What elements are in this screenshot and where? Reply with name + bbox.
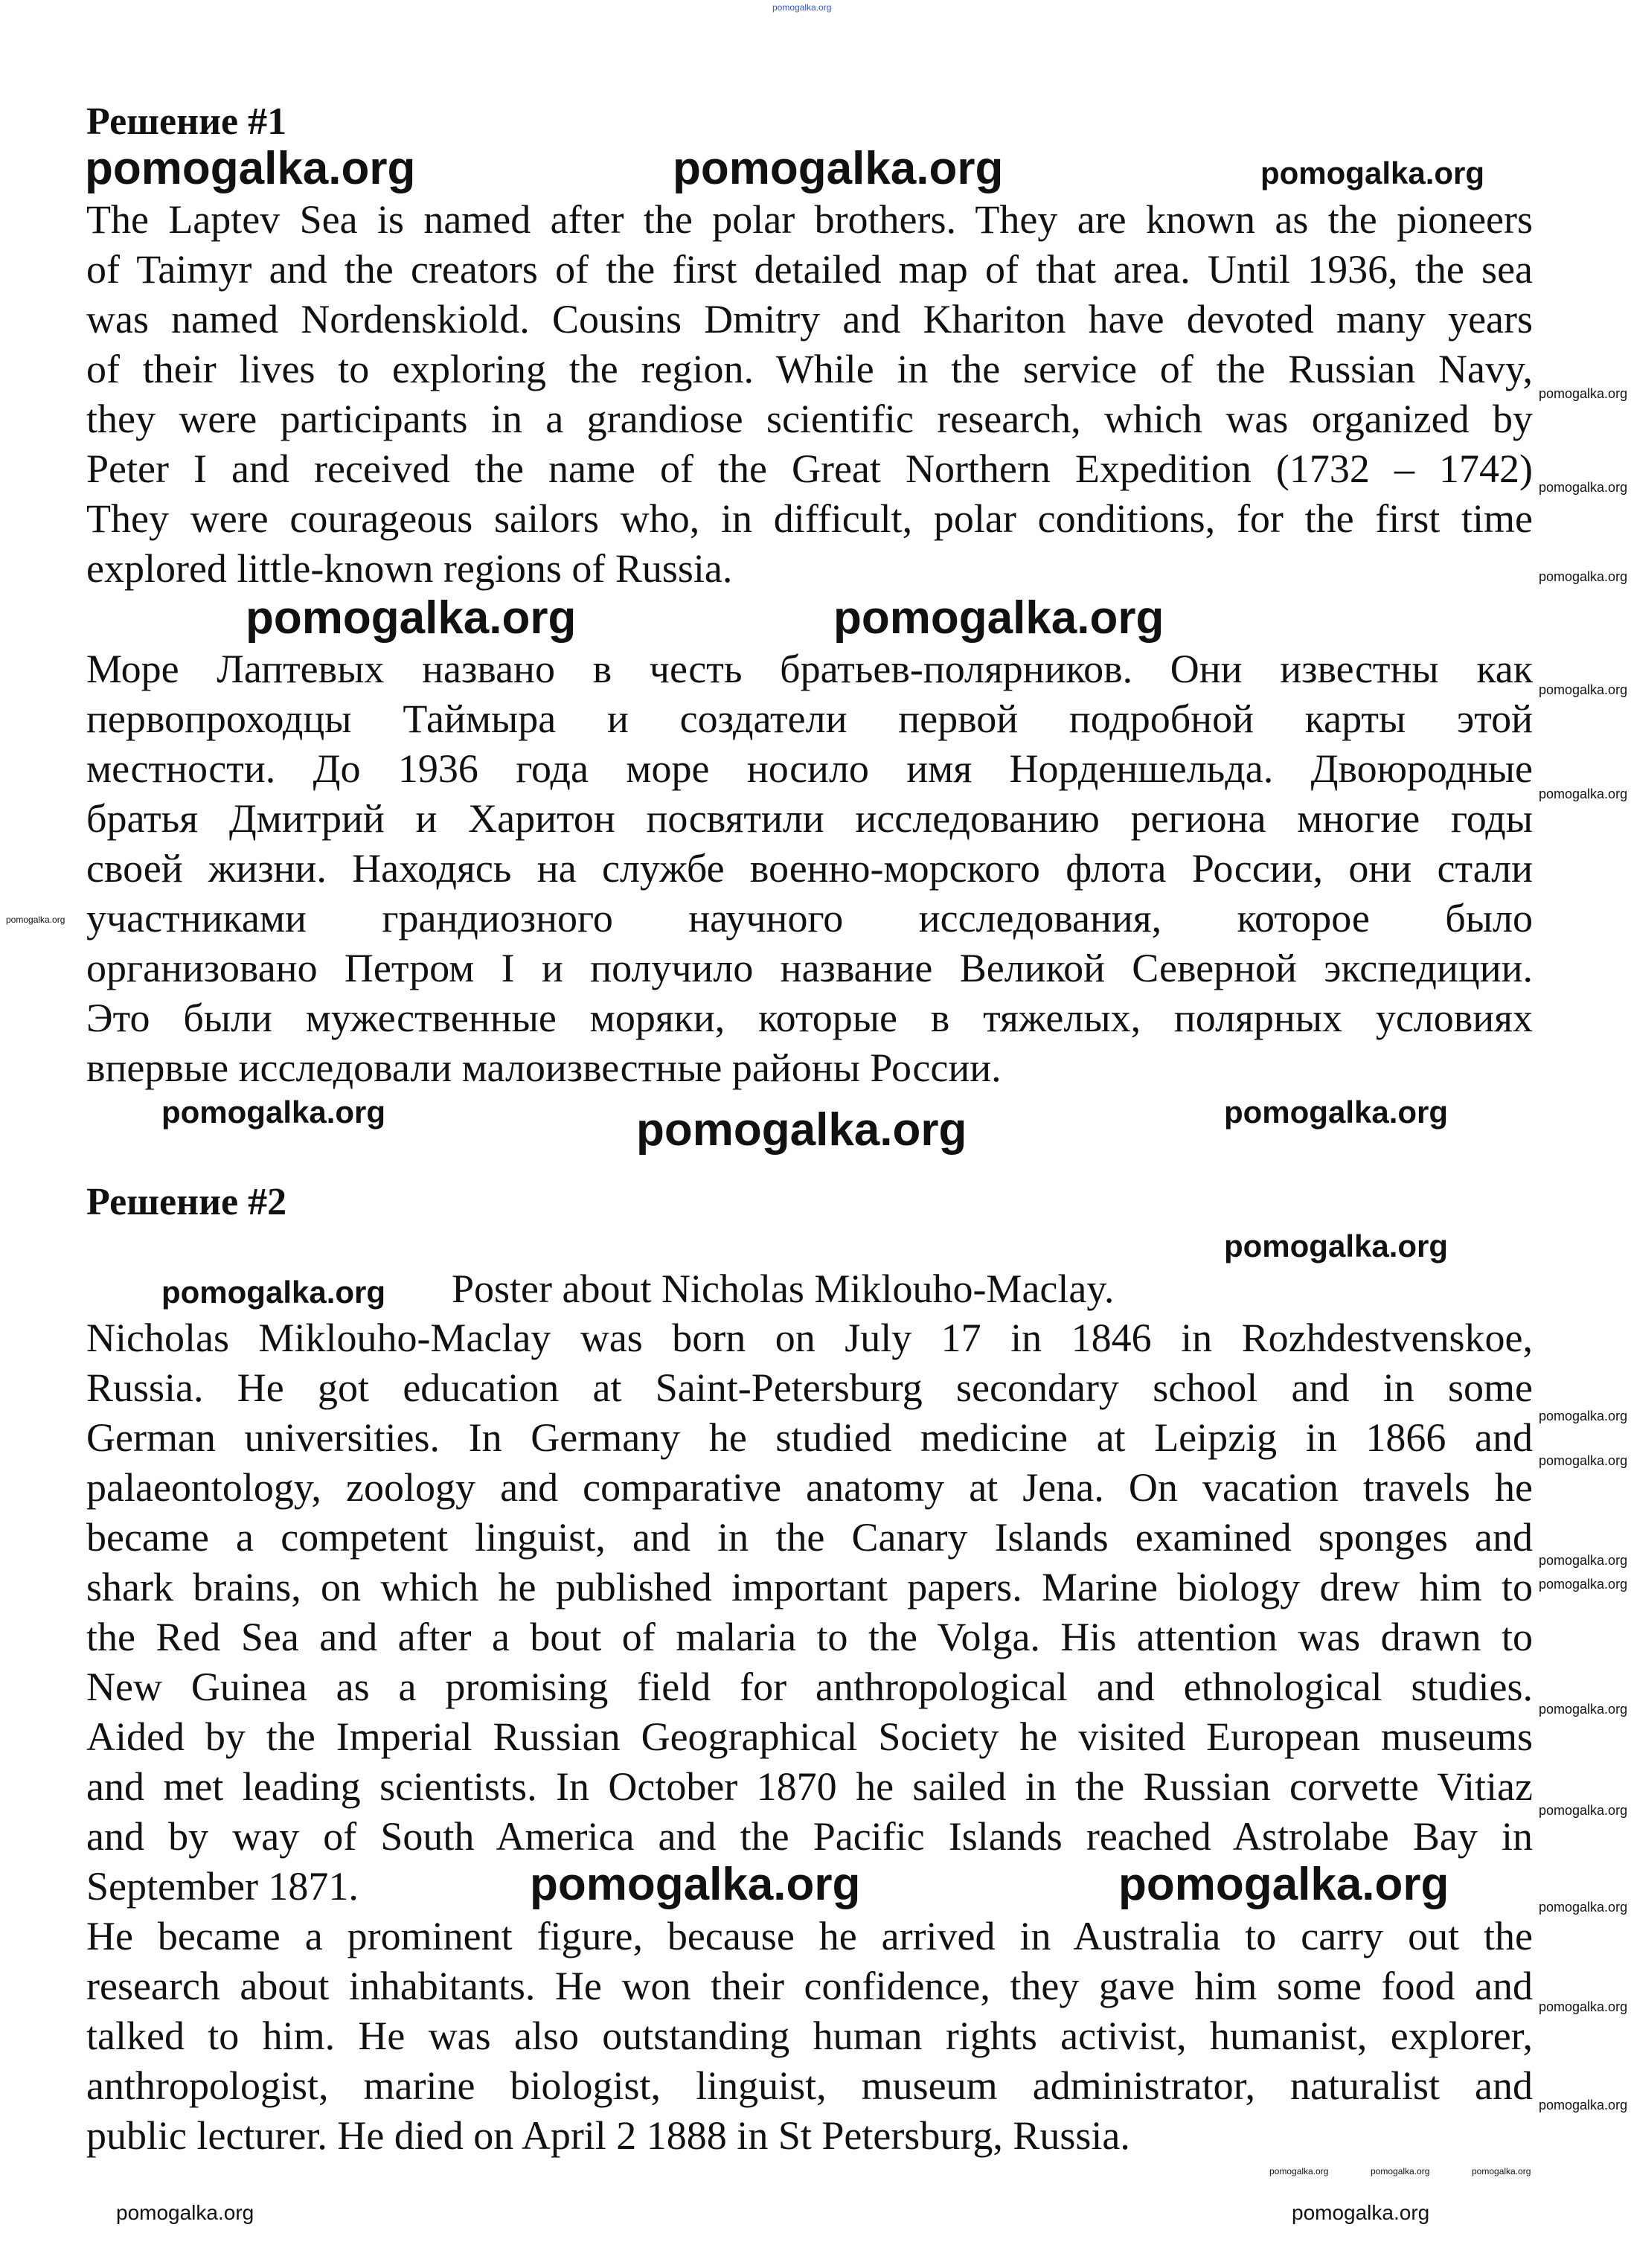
watermark: pomogalka.org bbox=[1371, 2166, 1430, 2176]
solution-2-paragraph-1 bbox=[86, 1313, 1533, 1912]
text-line: организовано Петром I и получило название Великой Северной экспедиции. bbox=[86, 946, 1533, 990]
text-line: shark brains, on which he published important papers. Marine biology drew him to bbox=[86, 1565, 1533, 1609]
watermark: pomogalka.org bbox=[161, 1275, 386, 1310]
text-line: palaeontology, zoology and comparative anatomy at Jena. On vacation travels he bbox=[86, 1465, 1533, 1510]
text-line: anthropologist, marine biologist, linguist, museum administrator, naturalist and bbox=[86, 2063, 1533, 2108]
text-line: September 1871. bbox=[86, 1864, 359, 1909]
watermark: pomogalka.org bbox=[1118, 1859, 1449, 1910]
text-line: they were participants in a grandiose scientific research, which was organized by bbox=[86, 397, 1533, 441]
watermark: pomogalka.org bbox=[1224, 1095, 1449, 1130]
text-line: братья Дмитрий и Харитон посвятили исследованию региона многие годы bbox=[86, 796, 1533, 841]
text-line: местности. До 1936 года море носило имя Норденшельда. Двоюродные bbox=[86, 746, 1533, 791]
watermark: pomogalka.org bbox=[1539, 569, 1628, 584]
watermark: pomogalka.org bbox=[6, 914, 65, 925]
watermark: pomogalka.org bbox=[673, 143, 1004, 194]
watermark: pomogalka.org bbox=[1539, 787, 1628, 801]
text-line: explored little-known regions of Russia. bbox=[86, 546, 733, 591]
watermark: pomogalka.org bbox=[1472, 2166, 1531, 2176]
watermark: pomogalka.org bbox=[1539, 1453, 1628, 1468]
watermark: pomogalka.org bbox=[1539, 1999, 1628, 2014]
solution-1-russian-paragraph bbox=[86, 644, 1533, 1093]
watermark: pomogalka.org bbox=[1539, 1702, 1628, 1717]
watermark: pomogalka.org bbox=[246, 592, 577, 644]
watermark: pomogalka.org bbox=[1539, 1803, 1628, 1818]
text-line: первопроходцы Таймыра и создатели первой подробной карты этой bbox=[86, 696, 1533, 741]
watermark: pomogalka.org bbox=[1292, 2201, 1430, 2224]
text-line: research about inhabitants. He won their confidence, they gave him some food and bbox=[86, 1964, 1533, 2008]
watermark: pomogalka.org bbox=[636, 1104, 967, 1156]
text-line: The Laptev Sea is named after the polar brothers. They are known as the pioneers bbox=[86, 197, 1533, 242]
watermark: pomogalka.org bbox=[1539, 1900, 1628, 1915]
watermark: pomogalka.org bbox=[530, 1859, 861, 1910]
watermark: pomogalka.org bbox=[1539, 1577, 1628, 1592]
text-line: Peter I and received the name of the Great Northern Expedition (1732 – 1742) bbox=[86, 446, 1533, 491]
text-line: Aided by the Imperial Russian Geographical Society he visited European museums bbox=[86, 1714, 1533, 1759]
text-line: became a competent linguist, and in the Canary Islands examined sponges and bbox=[86, 1515, 1533, 1560]
text-line: New Guinea as a promising field for anthropological and ethnological studies. bbox=[86, 1665, 1533, 1709]
text-line: впервые исследовали малоизвестные районы России. bbox=[86, 1045, 1002, 1090]
watermark: pomogalka.org bbox=[161, 1095, 386, 1130]
text-line: Russia. He got education at Saint-Petersburg secondary school and in some bbox=[86, 1365, 1533, 1410]
text-line: of their lives to exploring the region. While in the service of the Russian Navy, bbox=[86, 347, 1533, 391]
text-line: talked to him. He was also outstanding human rights activist, humanist, explorer, bbox=[86, 2014, 1533, 2058]
watermark: pomogalka.org bbox=[1539, 1553, 1628, 1568]
watermark: pomogalka.org bbox=[772, 2, 832, 13]
watermark: pomogalka.org bbox=[1539, 386, 1628, 401]
text-line: участниками грандиозного научного исследования, которое было bbox=[86, 896, 1533, 941]
text-line: He became a prominent figure, because he arrived in Australia to carry out the bbox=[86, 1914, 1533, 1958]
watermark: pomogalka.org bbox=[833, 592, 1164, 644]
poster-title-text: Poster about Nicholas Miklouho-Maclay. bbox=[452, 1266, 1115, 1311]
watermark: pomogalka.org bbox=[1539, 2098, 1628, 2112]
watermark: pomogalka.org bbox=[1539, 1409, 1628, 1423]
poster-title bbox=[452, 1264, 1114, 1314]
text-line: Это были мужественные моряки, которые в тяжелых, полярных условиях bbox=[86, 996, 1533, 1040]
watermark: pomogalka.org bbox=[1260, 156, 1485, 190]
watermark: pomogalka.org bbox=[1539, 480, 1628, 495]
text-line: public lecturer. He died on April 2 1888 in St Petersburg, Russia. bbox=[86, 2113, 1130, 2158]
text-line: was named Nordenskiold. Cousins Dmitry and Khariton have devoted many years bbox=[86, 297, 1533, 342]
text-line: Море Лаптевых названо в честь братьев-полярников. Они известны как bbox=[86, 647, 1533, 691]
solution-2-paragraph-2 bbox=[86, 1912, 1533, 2161]
solution-2-heading: Решение #2 bbox=[86, 1181, 287, 1223]
text-line: and met leading scientists. In October 1870 he sailed in the Russian corvette Vitiaz bbox=[86, 1764, 1533, 1809]
watermark: pomogalka.org bbox=[85, 143, 416, 194]
text-line: the Red Sea and after a bout of malaria to the Volga. His attention was drawn to bbox=[86, 1615, 1533, 1659]
watermark: pomogalka.org bbox=[1224, 1228, 1449, 1263]
watermark: pomogalka.org bbox=[1269, 2166, 1329, 2176]
solution-1-english-paragraph bbox=[86, 195, 1533, 594]
watermark: pomogalka.org bbox=[1539, 682, 1628, 697]
text-line: and by way of South America and the Pacific Islands reached Astrolabe Bay in bbox=[86, 1814, 1533, 1859]
solution-1-heading: Решение #1 bbox=[86, 100, 287, 143]
watermark: pomogalka.org bbox=[116, 2201, 254, 2224]
text-line: Nicholas Miklouho-Maclay was born on July 17 in 1846 in Rozhdestvenskoe, bbox=[86, 1316, 1533, 1360]
text-line: of Taimyr and the creators of the first detailed map of that area. Until 1936, the sea bbox=[86, 247, 1533, 292]
text-line: своей жизни. Находясь на службе военно-морского флота России, они стали bbox=[86, 846, 1533, 891]
text-line: German universities. In Germany he studied medicine at Leipzig in 1866 and bbox=[86, 1415, 1533, 1460]
text-line: They were courageous sailors who, in difficult, polar conditions, for the first time bbox=[86, 496, 1533, 541]
